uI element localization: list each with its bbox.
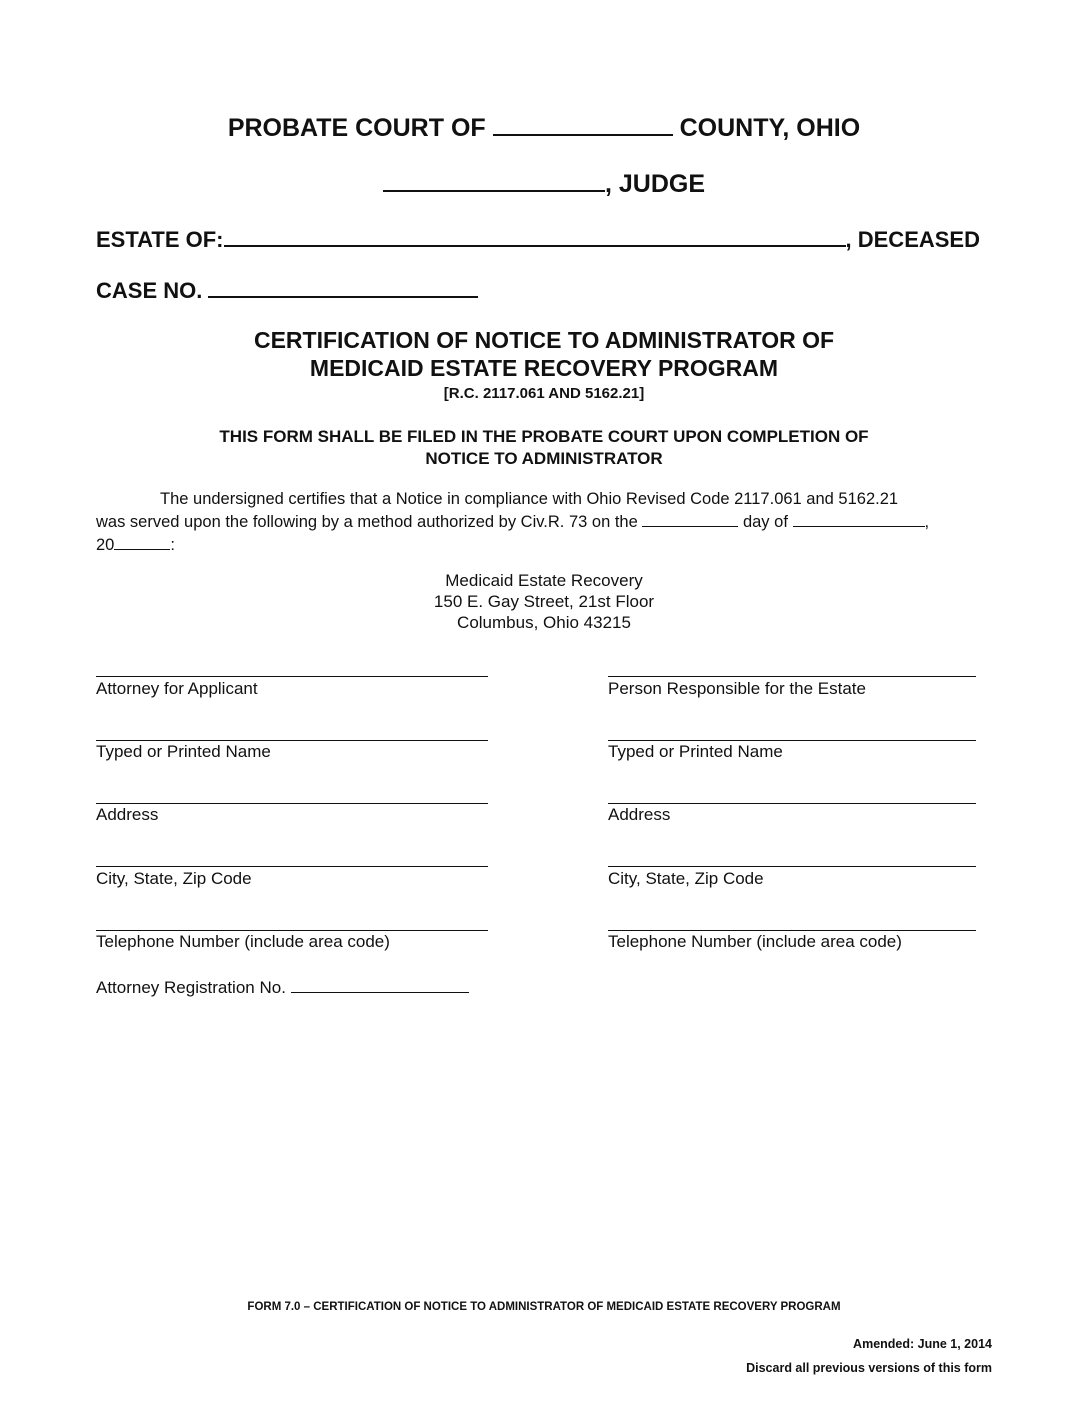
footer-amended-date: Amended: June 1, 2014 <box>853 1337 992 1351</box>
attorney-phone-line[interactable] <box>96 930 488 931</box>
address-line-3: Columbus, Ohio 43215 <box>457 613 631 632</box>
statute-citation: [R.C. 2117.061 AND 5162.21] <box>443 385 645 402</box>
responsible-signature-label: Person Responsible for the Estate <box>608 679 866 698</box>
body-line-1: The undersigned certifies that a Notice in compliance with Ohio Revised Code 2117.061 and 5162.21 <box>160 490 899 508</box>
responsible-name-line[interactable] <box>608 740 976 741</box>
form-title <box>0 326 1088 382</box>
attorney-address-label: Address <box>96 805 159 824</box>
address-line-2: 150 E. Gay Street, 21st Floor <box>433 592 655 611</box>
judge-label: , JUDGE <box>604 170 706 198</box>
year-field[interactable] <box>114 533 170 550</box>
case-label: CASE NO. <box>96 278 203 303</box>
attorney-name-line[interactable] <box>96 740 488 741</box>
judge-field[interactable] <box>383 168 605 192</box>
judge-heading <box>0 168 1088 199</box>
year-prefix: 20 <box>96 536 115 554</box>
case-line <box>96 276 478 304</box>
court-prefix: PROBATE COURT OF <box>227 114 486 142</box>
filing-note <box>0 426 1088 470</box>
deceased-label: , DECEASED <box>845 227 980 252</box>
title-line-2: MEDICAID ESTATE RECOVERY PROGRAM <box>309 355 779 381</box>
responsible-name-label: Typed or Printed Name <box>608 742 783 761</box>
responsible-phone-line[interactable] <box>608 930 976 931</box>
court-heading <box>0 112 1088 143</box>
attorney-phone-label: Telephone Number (include area code) <box>96 932 390 951</box>
attorney-registration-label: Attorney Registration No. <box>96 978 286 997</box>
court-suffix: COUNTY, OHIO <box>679 114 861 142</box>
attorney-signature-label: Attorney for Applicant <box>96 679 258 698</box>
estate-field[interactable] <box>224 225 846 247</box>
body-line-3b: : <box>170 536 175 554</box>
footer-form-title: FORM 7.0 – CERTIFICATION OF NOTICE TO ADMINISTRATOR OF MEDICAID ESTATE RECOVERY PROGRAM <box>247 1301 841 1313</box>
attorney-city-line[interactable] <box>96 866 488 867</box>
address-line-1: Medicaid Estate Recovery <box>445 571 643 590</box>
case-number-field[interactable] <box>208 276 478 298</box>
certification-paragraph <box>96 489 992 556</box>
body-line-2c: , <box>924 513 930 531</box>
attorney-city-label: City, State, Zip Code <box>96 869 252 888</box>
recipient-address <box>0 570 1088 633</box>
attorney-signature-line[interactable] <box>96 676 488 677</box>
responsible-address-line[interactable] <box>608 803 976 804</box>
attorney-name-label: Typed or Printed Name <box>96 742 271 761</box>
day-field[interactable] <box>642 510 738 527</box>
estate-label: ESTATE OF: <box>96 227 224 252</box>
responsible-phone-label: Telephone Number (include area code) <box>608 932 902 951</box>
filing-note-line-2: NOTICE TO ADMINISTRATOR <box>425 449 663 468</box>
month-field[interactable] <box>793 510 925 527</box>
title-line-1: CERTIFICATION OF NOTICE TO ADMINISTRATOR OF <box>253 327 835 353</box>
body-line-2a: was served upon the following by a method authorized by Civ.R. 73 on the <box>96 513 638 531</box>
county-field[interactable] <box>493 112 673 136</box>
footer-discard-notice: Discard all previous versions of this form <box>746 1361 992 1375</box>
attorney-registration-field[interactable] <box>291 974 469 993</box>
body-line-2b: day of <box>742 513 788 531</box>
estate-line <box>96 225 996 253</box>
responsible-address-label: Address <box>608 805 671 824</box>
responsible-signature-line[interactable] <box>608 676 976 677</box>
filing-note-line-1: THIS FORM SHALL BE FILED IN THE PROBATE COURT UPON COMPLETION OF <box>219 427 869 446</box>
responsible-city-line[interactable] <box>608 866 976 867</box>
attorney-registration <box>96 974 469 998</box>
responsible-city-label: City, State, Zip Code <box>608 869 764 888</box>
attorney-address-line[interactable] <box>96 803 488 804</box>
